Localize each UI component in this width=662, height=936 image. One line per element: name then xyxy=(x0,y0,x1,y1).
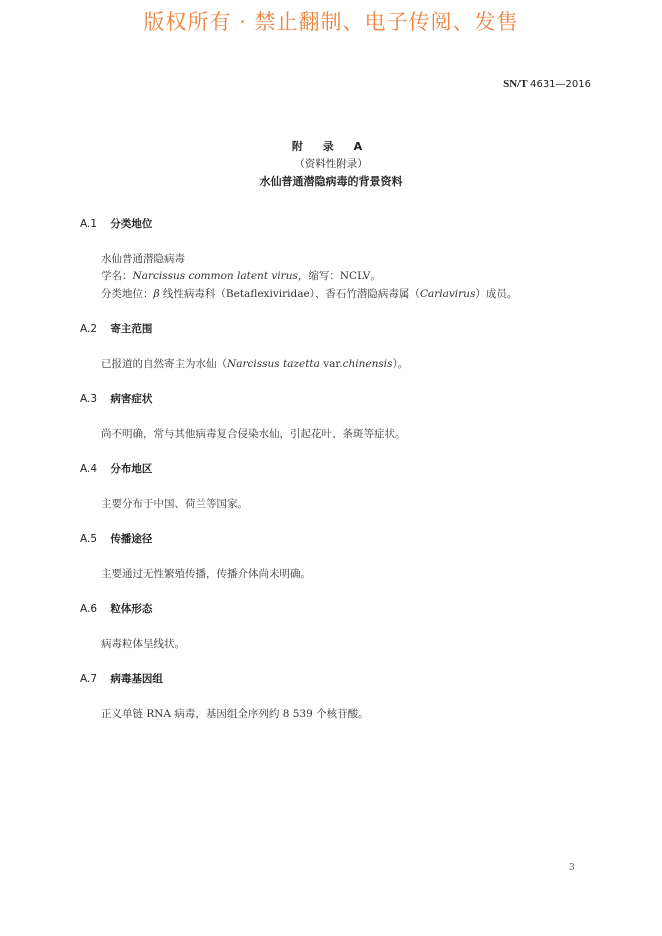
text-run: 学名： xyxy=(101,270,133,282)
watermark-banner: 版权所有 · 禁止翻制、电子传阅、发售 xyxy=(143,10,519,34)
section-title: 病毒基因组 xyxy=(110,673,163,685)
paragraph xyxy=(101,706,369,721)
italic-text: Narcissus common latent virus xyxy=(132,270,298,282)
text-run: 线性病毒科（Betaflexiviridae）、香石竹潜隐病毒属（ xyxy=(159,288,420,300)
text-run: 病毒粒体呈线状。 xyxy=(101,638,185,650)
annex-title: 附 录 A xyxy=(291,140,371,153)
italic-text: β xyxy=(153,288,160,300)
section-title: 传播途径 xyxy=(110,533,153,545)
section-number: A.4 xyxy=(80,463,98,475)
italic-text: Carlavirus xyxy=(419,288,476,300)
paragraph xyxy=(101,356,408,371)
section-heading-a1 xyxy=(80,216,152,231)
paragraph xyxy=(101,426,406,441)
italic-text: chinensis xyxy=(342,358,393,370)
paragraph xyxy=(101,251,185,266)
section-number: A.3 xyxy=(80,393,98,405)
section-heading-a4 xyxy=(80,461,152,476)
paragraph xyxy=(101,636,185,651)
text-run: 已报道的自然寄主为水仙（ xyxy=(101,358,227,370)
section-heading-a3 xyxy=(80,391,152,406)
paragraph xyxy=(101,286,517,301)
annex-main-title: 水仙普通潜隐病毒的背景资料 xyxy=(259,175,403,188)
text-run: var. xyxy=(319,358,343,370)
paragraph xyxy=(101,496,248,511)
text-run: 主要通过无性繁殖传播，传播介体尚未明确。 xyxy=(101,568,311,580)
standard-code: 4631—2016 xyxy=(530,79,591,90)
section-number: A.7 xyxy=(80,673,98,685)
section-heading-a6 xyxy=(80,601,152,616)
text-run: ，缩写：NCLV。 xyxy=(297,270,381,282)
italic-text: Narcissus tazetta xyxy=(227,358,320,370)
standard-number xyxy=(503,78,591,90)
section-title: 分布地区 xyxy=(110,463,153,475)
page-number: 3 xyxy=(569,863,575,873)
section-title: 病害症状 xyxy=(110,393,153,405)
text-run: 水仙普通潜隐病毒 xyxy=(101,253,185,265)
section-heading-a5 xyxy=(80,531,152,546)
text-run: 主要分布于中国、荷兰等国家。 xyxy=(101,498,248,510)
standard-prefix: SN/T xyxy=(503,78,528,90)
text-run: 正义单链 RNA 病毒，基因组全序列约 8 539 个核苷酸。 xyxy=(101,708,369,720)
section-title: 粒体形态 xyxy=(110,603,153,615)
section-number: A.6 xyxy=(80,603,98,615)
section-number: A.2 xyxy=(80,323,98,335)
paragraph xyxy=(101,566,311,581)
section-title: 寄主范围 xyxy=(110,323,153,335)
text-run: ）。 xyxy=(392,358,409,370)
section-title: 分类地位 xyxy=(110,218,153,230)
paragraph xyxy=(101,268,381,283)
section-number: A.1 xyxy=(80,218,98,230)
annex-subtitle: （资料性附录） xyxy=(294,158,368,170)
section-number: A.5 xyxy=(80,533,98,545)
text-run: 分类地位： xyxy=(101,288,154,300)
text-run: ）成员。 xyxy=(475,288,518,300)
section-heading-a7 xyxy=(80,671,163,686)
section-heading-a2 xyxy=(80,321,152,336)
text-run: 尚不明确，常与其他病毒复合侵染水仙，引起花叶、条斑等症状。 xyxy=(101,428,406,440)
